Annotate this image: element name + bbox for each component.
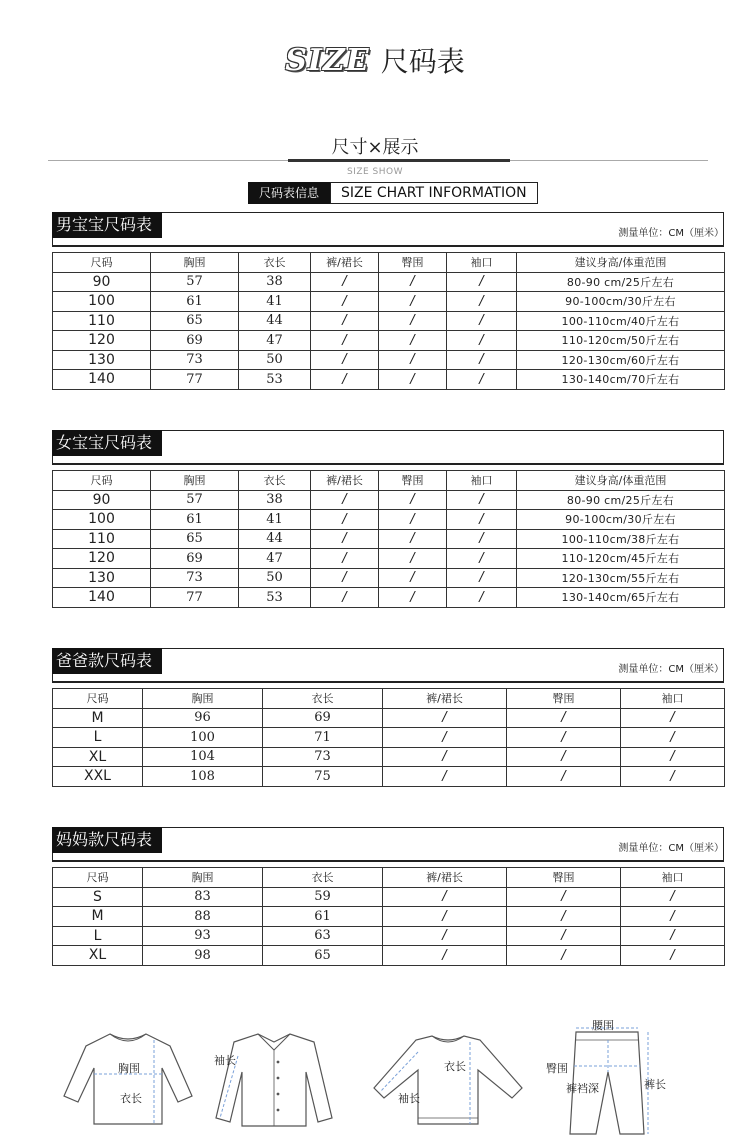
table-cell: 80-90 cm/25斤左右 bbox=[517, 272, 725, 292]
table-row bbox=[53, 708, 725, 728]
table-cell: / bbox=[383, 747, 507, 767]
table-cell: 80-90 cm/25斤左右 bbox=[517, 490, 725, 510]
table-cell: / bbox=[383, 926, 507, 946]
table-cell: 100-110cm/38斤左右 bbox=[517, 529, 725, 549]
dad-size-table bbox=[52, 688, 725, 787]
table-cell: / bbox=[379, 331, 447, 351]
table-cell: 77 bbox=[151, 588, 239, 608]
table-cell: / bbox=[507, 887, 621, 907]
table-cell: 41 bbox=[239, 510, 311, 530]
table-cell: 57 bbox=[151, 490, 239, 510]
section-title: 爸爸款尺码表 bbox=[52, 648, 162, 674]
table-cell: 120-130cm/60斤左右 bbox=[517, 350, 725, 370]
column-header: 衣长 bbox=[263, 689, 383, 709]
table-cell: / bbox=[621, 728, 725, 748]
sweater-diagram bbox=[370, 1028, 526, 1128]
table-cell: / bbox=[311, 370, 379, 390]
column-header: 袖口 bbox=[447, 471, 517, 491]
table-row bbox=[53, 767, 725, 787]
table-cell: 100 bbox=[143, 728, 263, 748]
tshirt-diagram bbox=[58, 1028, 198, 1128]
table-cell: / bbox=[507, 907, 621, 927]
hip-label: 臀围 bbox=[546, 1062, 568, 1075]
table-cell: 53 bbox=[239, 370, 311, 390]
table-cell: 65 bbox=[151, 529, 239, 549]
rise-label: 裤裆深 bbox=[566, 1082, 599, 1095]
table-row bbox=[53, 292, 725, 312]
table-cell: / bbox=[447, 311, 517, 331]
table-cell: / bbox=[379, 490, 447, 510]
table-cell: / bbox=[621, 907, 725, 927]
table-cell: / bbox=[379, 350, 447, 370]
table-cell: / bbox=[379, 568, 447, 588]
column-header: 裤/裙长 bbox=[383, 868, 507, 888]
tshirt-illustration bbox=[58, 1028, 198, 1128]
column-header: 胸围 bbox=[143, 689, 263, 709]
table-cell: 110 bbox=[53, 529, 151, 549]
table-cell: 38 bbox=[239, 272, 311, 292]
table-cell: / bbox=[379, 529, 447, 549]
table-cell: / bbox=[311, 549, 379, 569]
table-cell: XL bbox=[53, 747, 143, 767]
column-header: 裤/裙长 bbox=[311, 471, 379, 491]
column-header: 臀围 bbox=[379, 253, 447, 273]
section-title: 妈妈款尺码表 bbox=[52, 827, 162, 853]
column-header: 臀围 bbox=[507, 689, 621, 709]
table-cell: / bbox=[507, 767, 621, 787]
measurement-unit: 测量单位：CM（厘米） bbox=[618, 228, 724, 239]
table-cell: / bbox=[447, 510, 517, 530]
column-header: 尺码 bbox=[53, 253, 151, 273]
mom-size-table bbox=[52, 867, 725, 966]
table-cell: / bbox=[383, 767, 507, 787]
table-cell: / bbox=[379, 549, 447, 569]
table-cell: 73 bbox=[151, 350, 239, 370]
table-cell: / bbox=[383, 946, 507, 966]
table-cell: 77 bbox=[151, 370, 239, 390]
sleeve-label: 袖长 bbox=[214, 1054, 236, 1067]
table-cell: / bbox=[311, 331, 379, 351]
table-cell: / bbox=[621, 946, 725, 966]
table-cell: / bbox=[621, 887, 725, 907]
info-label-cn: 尺码表信息 bbox=[248, 182, 330, 204]
table-row bbox=[53, 549, 725, 569]
table-cell: / bbox=[311, 292, 379, 312]
section-header bbox=[52, 827, 724, 861]
table-cell: / bbox=[383, 708, 507, 728]
table-cell: 104 bbox=[143, 747, 263, 767]
pants-diagram bbox=[540, 1016, 680, 1136]
table-cell: / bbox=[507, 946, 621, 966]
boys-size-table bbox=[52, 252, 725, 390]
column-header: 衣长 bbox=[239, 253, 311, 273]
length-label: 衣长 bbox=[120, 1092, 142, 1105]
table-cell: M bbox=[53, 708, 143, 728]
table-row bbox=[53, 490, 725, 510]
table-cell: / bbox=[447, 370, 517, 390]
table-row bbox=[53, 331, 725, 351]
table-cell: 90 bbox=[53, 490, 151, 510]
table-cell: / bbox=[311, 529, 379, 549]
sweater-illustration bbox=[370, 1028, 526, 1128]
waist-label: 腰围 bbox=[592, 1019, 614, 1032]
table-cell: / bbox=[447, 529, 517, 549]
girls-size-table bbox=[52, 470, 725, 608]
table-cell: 50 bbox=[239, 568, 311, 588]
table-row bbox=[53, 747, 725, 767]
table-cell: / bbox=[447, 549, 517, 569]
table-cell: / bbox=[447, 292, 517, 312]
column-header: 臀围 bbox=[507, 868, 621, 888]
table-row bbox=[53, 510, 725, 530]
table-cell: 65 bbox=[151, 311, 239, 331]
table-cell: 140 bbox=[53, 370, 151, 390]
table-cell: 110 bbox=[53, 311, 151, 331]
column-header: 建议身高/体重范围 bbox=[517, 471, 725, 491]
chest-label: 胸围 bbox=[118, 1062, 140, 1075]
shirt-illustration bbox=[210, 1028, 340, 1128]
table-cell: / bbox=[507, 708, 621, 728]
table-header-row bbox=[53, 253, 725, 273]
table-cell: M bbox=[53, 907, 143, 927]
table-row bbox=[53, 588, 725, 608]
table-cell: 108 bbox=[143, 767, 263, 787]
table-cell: 90-100cm/30斤左右 bbox=[517, 510, 725, 530]
girls-size-section bbox=[52, 430, 724, 608]
table-cell: 90 bbox=[53, 272, 151, 292]
divider-accent bbox=[288, 159, 510, 162]
table-cell: 53 bbox=[239, 588, 311, 608]
column-header: 尺码 bbox=[53, 689, 143, 709]
table-cell: 100 bbox=[53, 292, 151, 312]
size-show-title: 尺寸×展示 bbox=[331, 137, 419, 158]
table-row bbox=[53, 350, 725, 370]
table-cell: 73 bbox=[151, 568, 239, 588]
table-cell: 57 bbox=[151, 272, 239, 292]
table-cell: 96 bbox=[143, 708, 263, 728]
table-cell: / bbox=[447, 588, 517, 608]
table-header-row bbox=[53, 471, 725, 491]
table-cell: / bbox=[383, 728, 507, 748]
info-label-en: SIZE CHART INFORMATION bbox=[330, 182, 538, 204]
table-cell: / bbox=[447, 272, 517, 292]
length-label: 裤长 bbox=[644, 1078, 666, 1091]
column-header: 袖口 bbox=[621, 689, 725, 709]
table-row bbox=[53, 946, 725, 966]
table-cell: 63 bbox=[263, 926, 383, 946]
table-cell: L bbox=[53, 926, 143, 946]
table-cell: 120 bbox=[53, 549, 151, 569]
table-cell: 44 bbox=[239, 529, 311, 549]
table-row bbox=[53, 887, 725, 907]
table-cell: 130-140cm/70斤左右 bbox=[517, 370, 725, 390]
table-cell: 69 bbox=[151, 549, 239, 569]
table-cell: 83 bbox=[143, 887, 263, 907]
table-cell: 130 bbox=[53, 350, 151, 370]
table-cell: 93 bbox=[143, 926, 263, 946]
table-cell: / bbox=[621, 767, 725, 787]
mom-size-section bbox=[52, 827, 724, 966]
column-header: 袖口 bbox=[447, 253, 517, 273]
table-row bbox=[53, 728, 725, 748]
table-cell: / bbox=[379, 311, 447, 331]
table-header-row bbox=[53, 689, 725, 709]
table-cell: 69 bbox=[263, 708, 383, 728]
size-show-subtitle: SIZE SHOW bbox=[346, 167, 404, 177]
table-cell: / bbox=[447, 490, 517, 510]
table-cell: 88 bbox=[143, 907, 263, 927]
table-cell: 100 bbox=[53, 510, 151, 530]
table-cell: S bbox=[53, 887, 143, 907]
table-cell: 47 bbox=[239, 331, 311, 351]
measurement-unit: 测量单位：CM（厘米） bbox=[618, 843, 724, 854]
section-header bbox=[52, 648, 724, 682]
boys-size-section bbox=[52, 212, 724, 390]
size-logo-word: SIZE bbox=[285, 42, 370, 78]
table-row bbox=[53, 926, 725, 946]
section-title: 男宝宝尺码表 bbox=[52, 212, 162, 238]
table-cell: 69 bbox=[151, 331, 239, 351]
table-cell: / bbox=[447, 331, 517, 351]
shirt-diagram bbox=[210, 1028, 340, 1128]
table-cell: 120-130cm/55斤左右 bbox=[517, 568, 725, 588]
column-header: 衣长 bbox=[239, 471, 311, 491]
table-cell: 100-110cm/40斤左右 bbox=[517, 311, 725, 331]
column-header: 胸围 bbox=[151, 471, 239, 491]
table-cell: 61 bbox=[151, 510, 239, 530]
column-header: 裤/裙长 bbox=[383, 689, 507, 709]
table-cell: / bbox=[311, 272, 379, 292]
table-cell: 59 bbox=[263, 887, 383, 907]
table-cell: / bbox=[383, 887, 507, 907]
table-cell: / bbox=[311, 490, 379, 510]
table-cell: XL bbox=[53, 946, 143, 966]
table-cell: / bbox=[621, 747, 725, 767]
table-row bbox=[53, 529, 725, 549]
table-cell: / bbox=[311, 588, 379, 608]
table-cell: / bbox=[379, 370, 447, 390]
sleeve-label: 袖长 bbox=[398, 1092, 420, 1105]
table-cell: L bbox=[53, 728, 143, 748]
table-cell: 71 bbox=[263, 728, 383, 748]
table-cell: / bbox=[311, 510, 379, 530]
table-cell: / bbox=[379, 588, 447, 608]
table-cell: / bbox=[383, 907, 507, 927]
table-cell: 90-100cm/30斤左右 bbox=[517, 292, 725, 312]
table-row bbox=[53, 568, 725, 588]
table-row bbox=[53, 907, 725, 927]
table-cell: 110-120cm/45斤左右 bbox=[517, 549, 725, 569]
column-header: 尺码 bbox=[53, 471, 151, 491]
table-row bbox=[53, 311, 725, 331]
column-header: 胸围 bbox=[143, 868, 263, 888]
table-cell: 130 bbox=[53, 568, 151, 588]
size-chart-header bbox=[0, 40, 750, 80]
table-cell: 47 bbox=[239, 549, 311, 569]
table-header-row bbox=[53, 868, 725, 888]
dad-size-section bbox=[52, 648, 724, 787]
info-bar bbox=[248, 182, 538, 204]
table-cell: 50 bbox=[239, 350, 311, 370]
table-cell: / bbox=[507, 926, 621, 946]
table-cell: 120 bbox=[53, 331, 151, 351]
table-cell: / bbox=[621, 708, 725, 728]
table-cell: 75 bbox=[263, 767, 383, 787]
table-cell: / bbox=[379, 292, 447, 312]
column-header: 胸围 bbox=[151, 253, 239, 273]
column-header: 尺码 bbox=[53, 868, 143, 888]
table-cell: 98 bbox=[143, 946, 263, 966]
table-cell: 110-120cm/50斤左右 bbox=[517, 331, 725, 351]
table-cell: 44 bbox=[239, 311, 311, 331]
table-cell: / bbox=[447, 350, 517, 370]
table-cell: 73 bbox=[263, 747, 383, 767]
table-cell: 140 bbox=[53, 588, 151, 608]
table-cell: / bbox=[447, 568, 517, 588]
table-cell: 38 bbox=[239, 490, 311, 510]
table-cell: 41 bbox=[239, 292, 311, 312]
column-header: 臀围 bbox=[379, 471, 447, 491]
table-cell: / bbox=[311, 350, 379, 370]
section-title: 女宝宝尺码表 bbox=[52, 430, 162, 456]
measurement-unit: 测量单位：CM（厘米） bbox=[618, 664, 724, 675]
table-row bbox=[53, 370, 725, 390]
section-header bbox=[52, 430, 724, 464]
column-header: 建议身高/体重范围 bbox=[517, 253, 725, 273]
table-cell: 61 bbox=[263, 907, 383, 927]
table-row bbox=[53, 272, 725, 292]
column-header: 袖口 bbox=[621, 868, 725, 888]
column-header: 裤/裙长 bbox=[311, 253, 379, 273]
table-cell: XXL bbox=[53, 767, 143, 787]
table-cell: / bbox=[379, 272, 447, 292]
table-cell: / bbox=[311, 311, 379, 331]
table-cell: / bbox=[507, 747, 621, 767]
length-label: 衣长 bbox=[444, 1060, 466, 1073]
column-header: 衣长 bbox=[263, 868, 383, 888]
table-cell: / bbox=[621, 926, 725, 946]
table-cell: 130-140cm/65斤左右 bbox=[517, 588, 725, 608]
size-logo-title: 尺码表 bbox=[380, 45, 465, 78]
table-cell: 65 bbox=[263, 946, 383, 966]
section-header bbox=[52, 212, 724, 246]
table-cell: / bbox=[507, 728, 621, 748]
table-cell: 61 bbox=[151, 292, 239, 312]
table-cell: / bbox=[379, 510, 447, 530]
table-cell: / bbox=[311, 568, 379, 588]
